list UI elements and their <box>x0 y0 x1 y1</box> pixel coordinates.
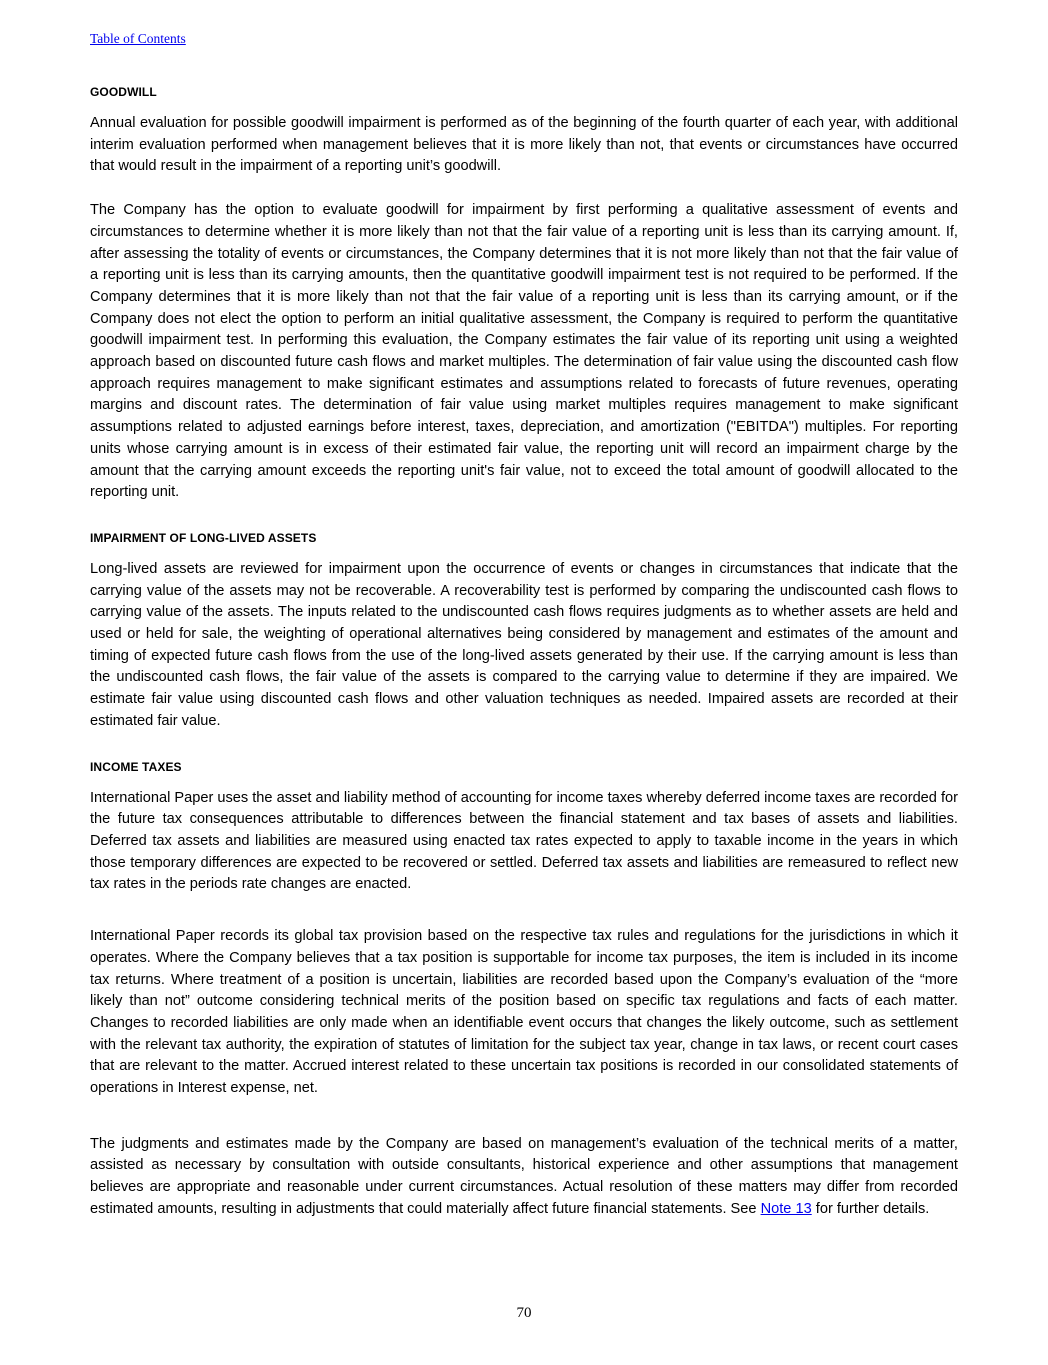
section-heading-goodwill: GOODWILL <box>90 85 157 99</box>
goodwill-paragraph-2: The Company has the option to evaluate goodwill for impairment by first performing a qualitative assessment of events and circumstances to determine whether it is more likely than not that the fair value of a reporting unit is less than its carrying amount. If, after assessing the totality of events or circumstances, the Company determines that it is not more likely than not that the fair value of a reporting unit is less than its carrying amounts, then the quantitative goodwill impairment test is not required to be performed. If the Company determines that it is more likely than not that the fair value of a reporting unit is less than its carrying amount, or if the Company does not elect the option to perform an initial qualitative assessment, the Company is required to perform the quantitative goodwill impairment test. In performing this evaluation, the Company estimates the fair value of its reporting unit using a weighted approach based on discounted future cash flows and market multiples. The determination of fair value using the discounted cash flow approach requires management to make significant estimates and assumptions related to forecasts of future revenues, operating margins and discount rates. The determination of fair value using market multiples requires management to make significant assumptions related to adjusted earnings before interest, taxes, depreciation, and amortization ("EBITDA") multiples. For reporting units whose carrying amount is in excess of their estimated fair value, the reporting unit will record an impairment charge by the amount that the carrying amount exceeds the reporting unit's fair value, not to exceed the total amount of goodwill allocated to the reporting unit. <box>90 202 958 501</box>
table-of-contents-link[interactable]: Table of Contents <box>90 31 186 46</box>
income-taxes-paragraph-1: International Paper uses the asset and liability method of accounting for income taxes whereby deferred income taxes are recorded for the future tax consequences attributable to differences between the financial statement and tax bases of assets and liabilities. Deferred tax assets and liabilities are measured using enacted tax rates expected to apply to taxable income in the years in which those temporary differences are expected to be recovered or settled. Deferred tax assets and liabilities are remeasured to reflect new tax rates in the periods rate changes are enacted. <box>90 789 959 893</box>
note-13-link[interactable]: Note 13 <box>760 1200 812 1217</box>
income-taxes-paragraph-3 <box>90 1134 958 1221</box>
impairment-paragraph-1: Long-lived assets are reviewed for impairment upon the occurrence of events or changes in circumstances that indicate that the carrying value of the assets may not be recoverable. A recoverability test is performed by comparing the undiscounted cash flows to carrying value of the assets. The inputs related to the undiscounted cash flows requires judgments as to whether assets are held and used or held for sale, the weighting of operational alternatives being considered by management and estimates of the amount and timing of expected future cash flows from the use of the long-lived assets generated by their use. If the carrying amount is less than the undiscounted cash flows, the fair value of the assets is compared to the carrying value to determine if they are impaired. We estimate fair value using discounted cash flows and other valuation techniques as needed. Impaired assets are recorded at their estimated fair value. <box>90 560 958 729</box>
page-number: 70 <box>516 1305 532 1321</box>
section-heading-income-taxes: INCOME TAXES <box>90 759 182 774</box>
income-taxes-paragraph-2: International Paper records its global tax provision based on the respective tax rules and regulations for the jurisdictions in which it operates. Where the Company believes that a tax position is supportable for income tax purposes, the item is included in its income tax returns. Where treatment of a position is uncertain, liabilities are recorded based upon the Company’s evaluation of the “more likely than not” outcome considering technical merits of the position based on specific tax regulations and facts of each matter. Changes to recorded liabilities are only made when an identifiable event occurs that changes the likely outcome, such as settlement with the relevant tax authority, the expiration of statutes of limitation for the subject tax year, change in tax laws, or recent court cases that are relevant to the matter. Accrued interest related to these uncertain tax positions is recorded in our consolidated statements of operations in Interest expense, net. <box>90 928 958 1097</box>
goodwill-paragraph-1: Annual evaluation for possible goodwill impairment is performed as of the beginning of the fourth quarter of each year, with additional interim evaluation performed when management believes that it is more likely than not, that events or circumstances have occurred that would result in the impairment of a reporting unit’s goodwill. <box>90 115 958 175</box>
income-taxes-paragraph-3-text-before-link: The judgments and estimates made by the Company are based on management’s evaluation of the technical merits of a matter, assisted as necessary by consultation with outside consultants, historical experience and other assumptions that management believes are appropriate and reasonable under current circumstances. Actual resolution of these matters may differ from recorded estimated amounts, resulting in adjustments that could materially affect future financial statements. See <box>90 1135 958 1217</box>
income-taxes-paragraph-3-text-after-link: for further details. <box>811 1200 930 1217</box>
section-heading-impairment-long-lived-assets: IMPAIRMENT OF LONG-LIVED ASSETS <box>90 530 317 545</box>
